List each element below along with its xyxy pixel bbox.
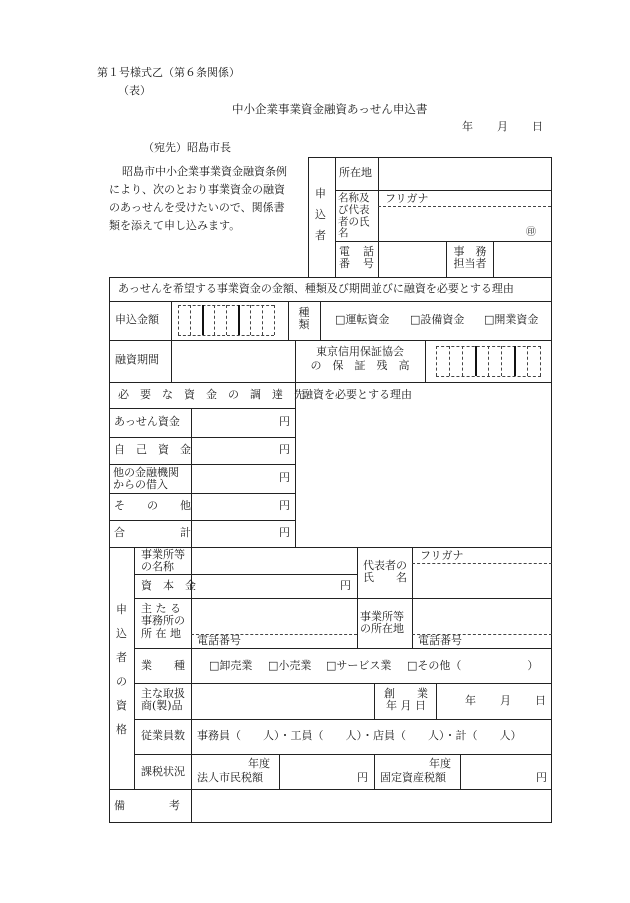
name-label: 名称及び代表者の氏名 (338, 192, 370, 240)
funding-amount-field[interactable] (193, 466, 275, 491)
funding-row-unit: 円 (279, 415, 290, 428)
intro-line-1: 昭島市中小企業事業資金融資条例 (122, 165, 287, 178)
resident-tax-label: 法人市民税額 (197, 771, 263, 784)
type-label: 種類 (298, 306, 310, 332)
applicant-phone-field[interactable] (380, 243, 444, 275)
guarantee-digit-boxes[interactable] (436, 346, 542, 377)
funding-row-unit: 円 (279, 443, 290, 456)
remarks-field[interactable] (193, 791, 550, 821)
form-side: （表） (118, 84, 151, 97)
industry-label: 業 種 (141, 659, 185, 672)
option-startup-funds[interactable]: □開業資金 (484, 313, 539, 326)
qualification-vertical-4: の (116, 675, 127, 688)
address-label: 所在地 (339, 166, 372, 179)
funding-row-unit: 円 (279, 471, 290, 484)
funding-row-label: 自 己 資 金 (114, 443, 191, 456)
qualification-vertical-3: 者 (116, 651, 127, 664)
funding-row-unit: 円 (279, 526, 290, 539)
rep-furigana: フリガナ (420, 549, 464, 562)
business-name-label: 事業所等の名称 (141, 548, 185, 574)
industry-other[interactable]: □その他（ ） (407, 659, 539, 672)
business-name-field[interactable] (193, 549, 355, 572)
contact-person-field[interactable] (495, 243, 549, 275)
funding-row-label: あっせん資金 (114, 415, 180, 428)
tax-year-1: 年度 (248, 757, 270, 770)
name-furigana: フリガナ (385, 192, 429, 205)
date-year-label: 年 (462, 120, 473, 133)
qualification-vertical-1: 申 (116, 603, 127, 616)
option-operating-funds[interactable]: □運転資金 (335, 313, 390, 326)
capital-label: 資 本 金 (141, 579, 196, 592)
employees-label: 従業員数 (141, 729, 185, 742)
intro-line-4: 類を添えて申し込みます。 (109, 219, 241, 232)
funding-amount-field[interactable] (193, 439, 275, 462)
intro-line-3: のあっせんを受けたいので、関係書 (109, 201, 285, 214)
founded-day-label: 日 (535, 694, 546, 707)
tax-year-2: 年度 (429, 757, 451, 770)
capital-field[interactable] (193, 576, 337, 596)
addressee: （宛先）昭島市長 (143, 141, 231, 154)
funding-title: 必 要 な 資 金 の 調 達 先 (118, 388, 305, 401)
main-office-field[interactable] (193, 600, 355, 632)
funding-total-field[interactable] (193, 522, 275, 545)
industry-wholesale[interactable]: □卸売業 (209, 659, 253, 672)
funding-amount-field[interactable] (193, 410, 275, 435)
option-equipment-funds[interactable]: □設備資金 (410, 313, 465, 326)
applicant-vertical-2: 込 (315, 208, 326, 221)
date-month-label: 月 (497, 120, 508, 133)
founded-year-label: 年 (465, 694, 476, 707)
qualification-vertical-2: 込 (116, 627, 127, 640)
form-number: 第１号様式乙（第６条関係） (97, 66, 240, 79)
reason-label: 融資を必要とする理由 (302, 388, 412, 401)
property-tax-unit: 円 (536, 771, 547, 784)
period-field[interactable] (173, 342, 293, 380)
reason-field[interactable] (298, 408, 550, 545)
applicant-vertical-3: 者 (315, 229, 326, 242)
rep-name-label: 代表者の氏 名 (363, 559, 407, 585)
contact-label: 事 務担当者 (453, 245, 487, 271)
property-tax-field[interactable] (462, 756, 532, 787)
products-label: 主な取扱商(製)品 (141, 687, 185, 713)
branch-phone-label: 電話番号 (418, 634, 462, 647)
seal-mark: ㊞ (526, 227, 536, 238)
industry-service[interactable]: □サービス業 (326, 659, 392, 672)
funding-row-label: 他の金融機関からの借入 (113, 466, 179, 492)
resident-tax-unit: 円 (357, 771, 368, 784)
phone-label: 電 話番 号 (339, 245, 375, 271)
funding-amount-field[interactable] (193, 495, 275, 518)
applicant-address-field[interactable] (380, 159, 549, 188)
qualification-vertical-6: 格 (116, 723, 127, 736)
amount-digit-boxes[interactable] (178, 305, 275, 336)
period-label: 融資期間 (115, 353, 159, 366)
main-office-phone-label: 電話番号 (197, 634, 241, 647)
funding-row-label: 合 計 (114, 526, 191, 539)
resident-tax-field[interactable] (281, 756, 353, 787)
date-day-label: 日 (532, 120, 543, 133)
intro-line-2: により、次のとおり事業資金の融資 (109, 183, 285, 196)
branch-field[interactable] (414, 600, 550, 632)
loan-section-title: あっせんを希望する事業資金の金額、種類及び期間並びに融資を必要とする理由 (118, 282, 514, 295)
rep-name-field[interactable] (414, 565, 550, 596)
founded-month-label: 月 (500, 694, 511, 707)
founded-label: 創 業年 月 日 (384, 687, 428, 713)
employees-counts[interactable]: 事務員（ 人）・工員（ 人）・店員（ 人）・計（ 人） (197, 729, 522, 742)
funding-row-unit: 円 (279, 499, 290, 512)
industry-retail[interactable]: □小売業 (268, 659, 312, 672)
funding-row-label: そ の 他 (114, 499, 191, 512)
remarks-label: 備 考 (114, 799, 180, 812)
applicant-vertical-1: 申 (315, 187, 326, 200)
capital-unit: 円 (340, 579, 351, 592)
amount-label: 申込金額 (115, 313, 159, 326)
applicant-name-field[interactable] (380, 208, 530, 239)
guarantee-label-2: の 保 証 残 高 (310, 359, 410, 372)
products-field[interactable] (193, 685, 372, 717)
qualification-vertical-5: 資 (116, 699, 127, 712)
main-office-label: 主 た る事務所の所 在 地 (141, 602, 185, 640)
branch-label: 事業所等の所在地 (360, 610, 404, 636)
form-title: 中小企業事業資金融資あっせん申込書 (232, 102, 428, 116)
property-tax-label: 固定資産税額 (380, 771, 446, 784)
tax-label: 課税状況 (141, 765, 185, 778)
guarantee-label-1: 東京信用保証協会 (316, 345, 404, 358)
